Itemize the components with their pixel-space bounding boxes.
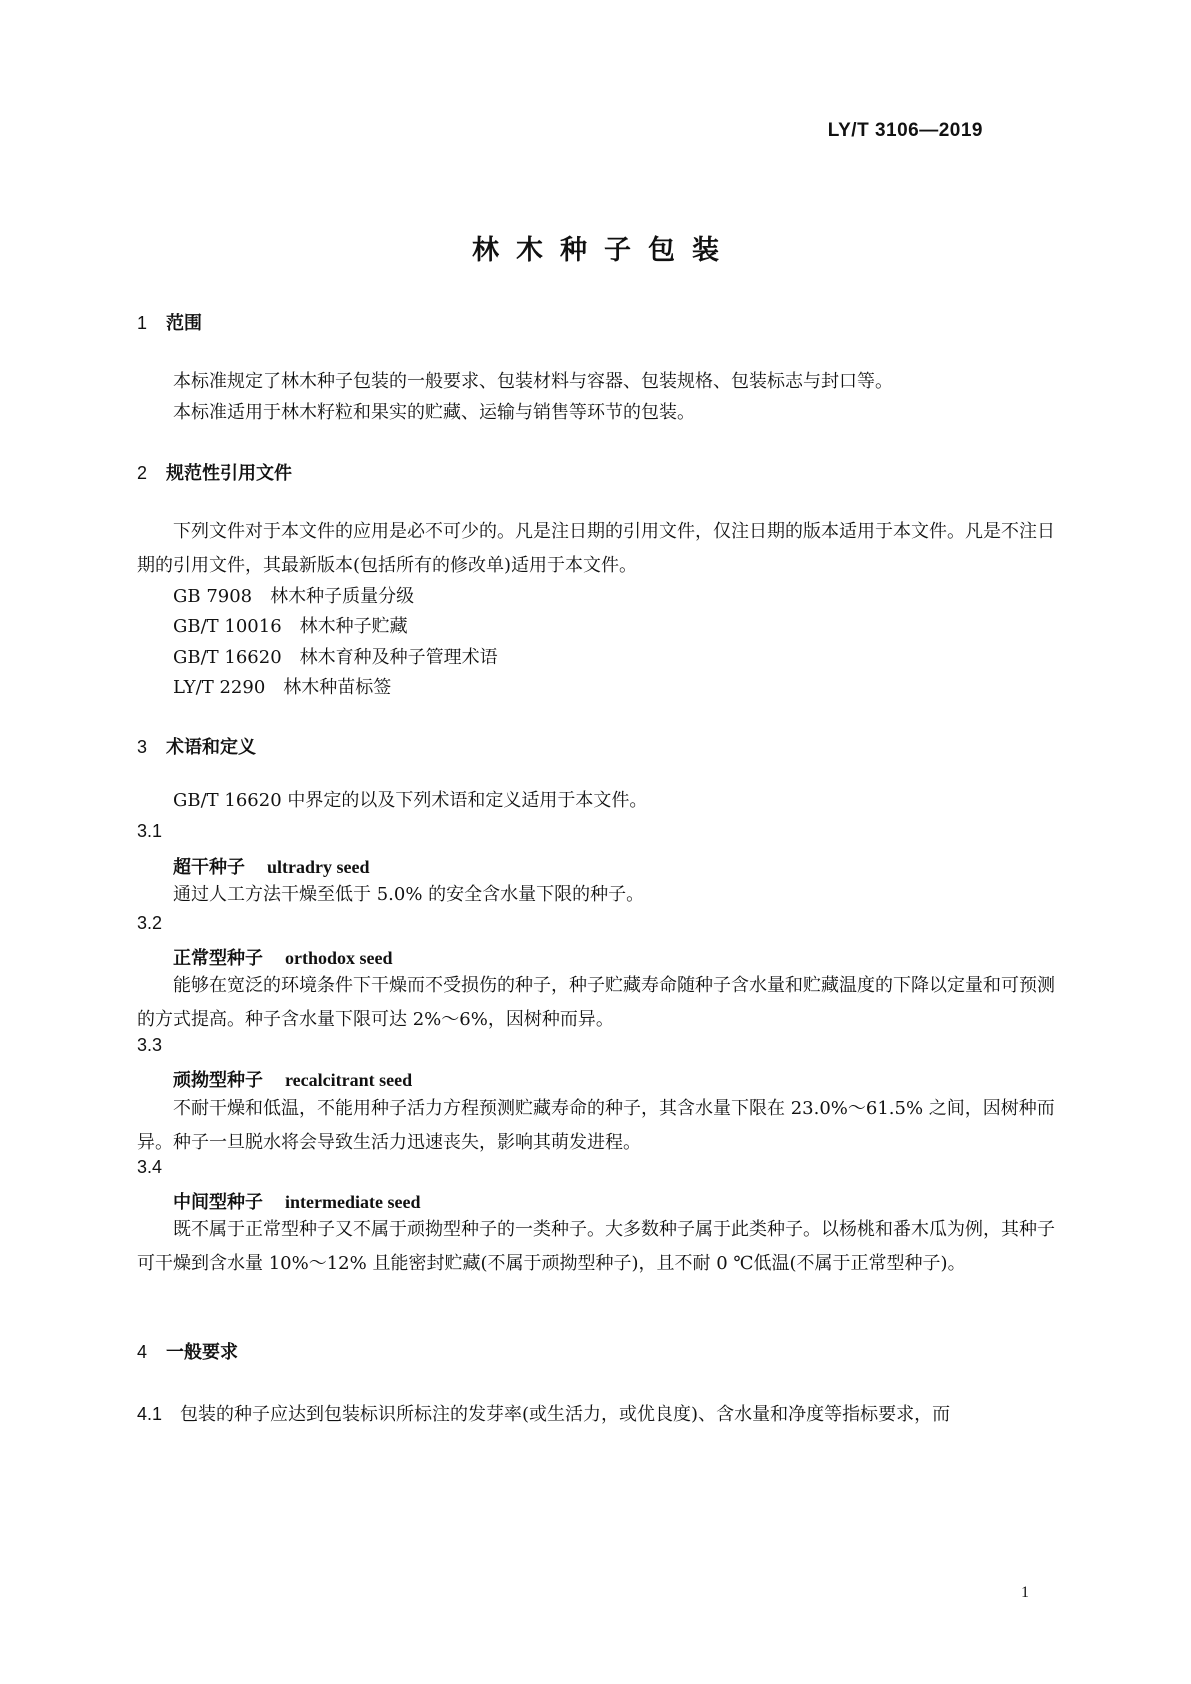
reference-code: GB 7908 <box>173 586 253 607</box>
item-number: 4.1 <box>137 1404 163 1424</box>
section-number: 2 <box>137 463 148 483</box>
scope-paragraph-2: 本标准适用于林木籽粒和果实的贮藏、运输与销售等环节的包装。 <box>173 402 695 423</box>
reference-item <box>173 582 414 608</box>
term-definition: 能够在宽泛的环境条件下干燥而不受损伤的种子，种子贮藏寿命随种子含水量和贮藏温度的下降以定量和可预测的方式提高。种子含水量下限可达 2%～6%，因树种而异。 <box>137 975 1055 1030</box>
term-number: 3.4 <box>137 1157 163 1177</box>
term-english: orthodox seed <box>285 948 393 968</box>
requirement-4-1 <box>137 1400 1055 1426</box>
term-chinese: 顽拗型种子 <box>173 1070 263 1091</box>
section-2-heading <box>137 459 292 485</box>
section-3-heading <box>137 733 256 759</box>
section-1-heading <box>137 309 202 335</box>
term-heading <box>173 944 393 970</box>
section-title: 一般要求 <box>166 1342 238 1363</box>
reference-title: 林木种子贮藏 <box>299 616 408 637</box>
reference-item <box>173 612 408 638</box>
reference-code: GB/T 10016 <box>173 616 282 637</box>
term-chinese: 中间型种子 <box>173 1192 263 1213</box>
section-number: 4 <box>137 1342 148 1362</box>
term-heading <box>173 1188 420 1214</box>
scope-paragraph-1: 本标准规定了林木种子包装的一般要求、包装材料与容器、包装规格、包装标志与封口等。 <box>173 371 893 392</box>
term-number: 3.1 <box>137 821 163 841</box>
reference-item <box>173 673 391 699</box>
reference-title: 林木种子质量分级 <box>270 586 415 607</box>
term-english: ultradry seed <box>267 857 370 877</box>
term-heading <box>173 853 370 879</box>
section-title: 规范性引用文件 <box>166 463 292 484</box>
term-number: 3.3 <box>137 1035 163 1055</box>
term-definition: 不耐干燥和低温，不能用种子活力方程预测贮藏寿命的种子，其含水量下限在 23.0%～61.5% 之间，因树种而异。种子一旦脱水将会导致生活力迅速丧失，影响其萌发进程。 <box>137 1098 1055 1153</box>
term-definition: 既不属于正常型种子又不属于顽拗型种子的一类种子。大多数种子属于此类种子。以杨桃和番木瓜为例，其种子可干燥到含水量 10%～12% 且能密封贮藏(不属于顽拗型种子)，且不耐 0 ℃低温(不属于正常型种子)。 <box>137 1219 1055 1274</box>
reference-code: LY/T 2290 <box>173 677 266 698</box>
section-title: 术语和定义 <box>166 737 256 758</box>
page-number: 1 <box>1021 1584 1029 1601</box>
reference-title: 林木种苗标签 <box>283 677 392 698</box>
section-title: 范围 <box>166 313 202 334</box>
references-intro: 下列文件对于本文件的应用是必不可少的。凡是注日期的引用文件，仅注日期的版本适用于本文件。凡是不注日期的引用文件，其最新版本(包括所有的修改单)适用于本文件。 <box>137 521 1055 576</box>
term-chinese: 正常型种子 <box>173 948 263 969</box>
section-4-heading <box>137 1338 238 1364</box>
term-heading <box>173 1066 412 1092</box>
section-number: 1 <box>137 313 148 333</box>
term-definition: 通过人工方法干燥至低于 5.0% 的安全含水量下限的种子。 <box>173 884 645 905</box>
standard-code: LY/T 3106—2019 <box>827 120 983 141</box>
term-number: 3.2 <box>137 913 163 933</box>
reference-title: 林木育种及种子管理术语 <box>299 647 498 668</box>
reference-item <box>173 643 498 669</box>
term-english: intermediate seed <box>285 1192 421 1212</box>
term-chinese: 超干种子 <box>173 857 245 878</box>
term-english: recalcitrant seed <box>285 1070 413 1090</box>
section-number: 3 <box>137 737 148 757</box>
document-title: 林木种子包装 <box>472 235 736 266</box>
terms-intro: GB/T 16620 中界定的以及下列术语和定义适用于本文件。 <box>173 790 648 811</box>
item-text: 包装的种子应达到包装标识所标注的发芽率(或生活力，或优良度)、含水量和净度等指标要求，而 <box>180 1404 951 1425</box>
reference-code: GB/T 16620 <box>173 647 282 668</box>
